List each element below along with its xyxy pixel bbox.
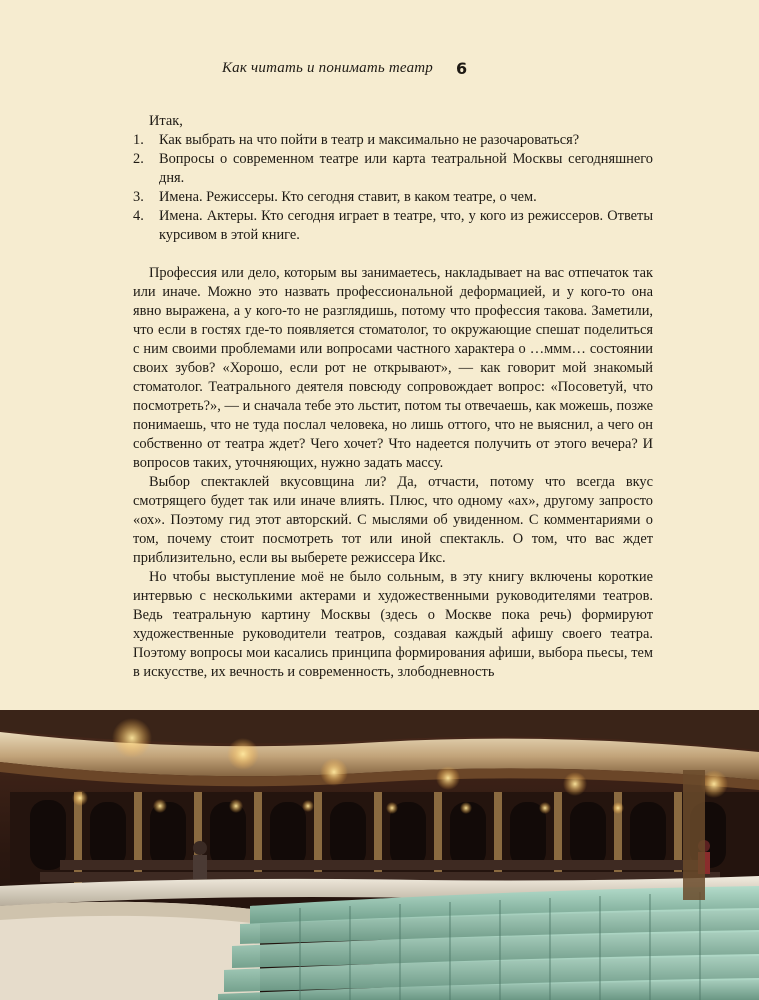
theatre-boxes — [10, 792, 759, 886]
list-text: Имена. Режиссеры. Кто сегодня ставит, в каком театре, о чем. — [159, 189, 537, 205]
paragraph: Но чтобы выступление моё не было сольным, в эту книгу включены короткие интервью с несколькими актерами и художественными руководителями театров. Ведь театральную картину Москвы (здесь о Москве пока речь) формируют художественные руководители театров, создавая каждый афишу своего театра. Поэтому вопросы мои касались принципа формирования афиши, выбора пьесы, тем в искусстве, их вечность и современность, злободневность — [133, 569, 653, 680]
page-header — [0, 60, 759, 84]
paragraph: Выбор спектаклей вкусовщина ли? Да, отчасти, потому что всегда вкус смотрящего будет так или иначе влиять. Плюс, что одному «ах», другому запросто «ох». Поэтому гид этот авторский. С мыслями об увиденном. С комментариями о том, почему стоит посмотреть тот или иной спектакль. О том, что вас ждет приблизительно, если вы выберете режиссера Икс. — [133, 474, 653, 566]
list-text: Вопросы о современном театре или карта театральной Москвы сегодняшнего дня. — [159, 151, 653, 186]
list-number: 1. — [133, 132, 144, 148]
list-number: 4. — [133, 208, 144, 224]
theatre-hall-illustration — [0, 710, 759, 1000]
list-item — [133, 188, 653, 207]
list-number: 3. — [133, 189, 144, 205]
body-text — [133, 112, 653, 682]
paragraph-gap — [133, 245, 653, 264]
list-item — [133, 131, 653, 150]
list-number: 2. — [133, 151, 144, 167]
list-item — [133, 207, 653, 245]
running-title: Как читать и понимать театр — [222, 60, 434, 76]
theatre-hall-photo — [0, 710, 759, 1000]
question-list — [133, 131, 653, 245]
list-text: Имена. Актеры. Кто сегодня играет в театре, что, у кого из режиссеров. Ответы курсивом в этой книге. — [159, 208, 653, 243]
list-text: Как выбрать на что пойти в театр и максимально не разочароваться? — [159, 132, 580, 148]
intro-line: Итак, — [149, 113, 183, 129]
page-number: 6 — [456, 59, 468, 78]
list-item — [133, 150, 653, 188]
pillar — [683, 770, 705, 900]
paragraph: Профессия или дело, которым вы занимаетесь, накладывает на вас отпечаток так или иначе. Можно это назвать профессиональной деформацией, и у кого-то она явно выражена, а у кого-то не разглядишь, потому что профессия такова. Заметили, что если в гостях где-то появляется стоматолог, то окружающие спешат поделиться с ним своими проблемами или вопросами частного характера о …ммм… состоянии своих зубов? «Хорошо, если рот не открывают», — как говорит мой знакомый стоматолог. Театрального деятеля повсюду сопровождает вопрос: «Посоветуй, что посмотреть?», — и сначала тебе это льстит, потом ты отвечаешь, как можешь, позже понимаешь, что не туда послал человека, но лишь оттого, что не выяснил, а чего он собственно от театра ждет? Чего хочет? Что надеется получить от этого вечера? И вопросов таких, уточняющих, нужно задать массу. — [133, 265, 653, 471]
